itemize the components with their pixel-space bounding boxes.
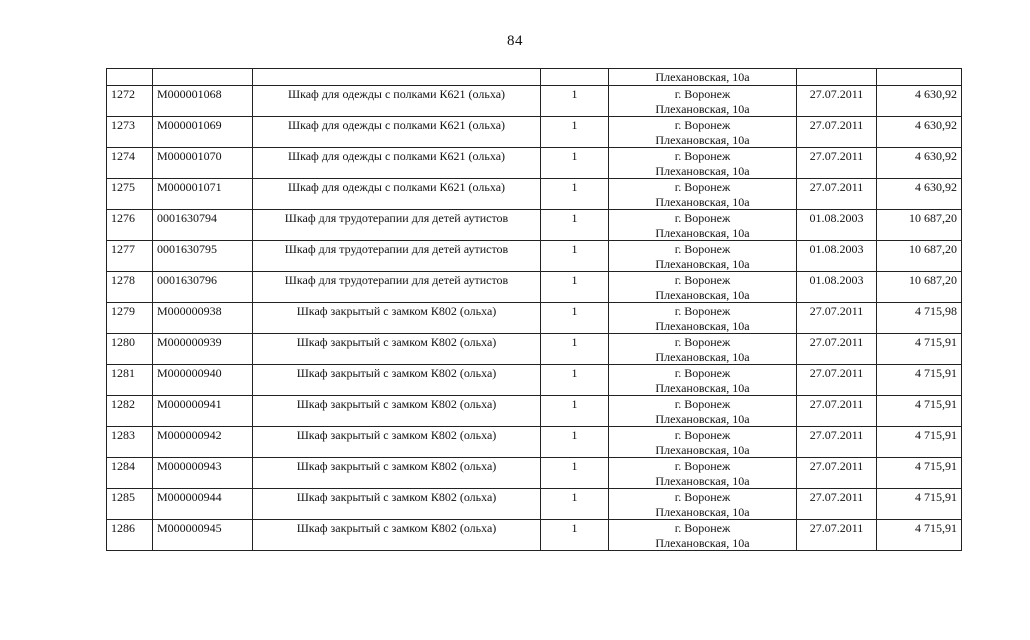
address-city: г. Воронеж [674, 304, 731, 318]
cell-qty: 1 [541, 365, 609, 396]
address-street: Плехановская, 10а [655, 380, 750, 395]
address-street: Плехановская, 10а [655, 349, 750, 364]
address-city: г. Воронеж [674, 397, 731, 411]
cell-code: М000000943 [153, 458, 253, 489]
cell-address [609, 334, 797, 365]
table-row [107, 427, 962, 458]
cell-name: Шкаф закрытый с замком К802 (ольха) [253, 427, 541, 458]
cell-address [609, 179, 797, 210]
cell-date: 01.08.2003 [797, 210, 877, 241]
cell-code: М000000942 [153, 427, 253, 458]
cell-name: Шкаф для одежды с полками К621 (ольха) [253, 86, 541, 117]
cell-qty: 1 [541, 334, 609, 365]
table-row [107, 241, 962, 272]
cell-value: 4 715,91 [877, 365, 962, 396]
cell-value: 10 687,20 [877, 272, 962, 303]
cell-num: 1282 [107, 396, 153, 427]
cell-num: 1279 [107, 303, 153, 334]
cell-date: 27.07.2011 [797, 117, 877, 148]
cell-value: 10 687,20 [877, 241, 962, 272]
cell-num: 1273 [107, 117, 153, 148]
cell-date: 27.07.2011 [797, 489, 877, 520]
cell-num: 1272 [107, 86, 153, 117]
cell-qty: 1 [541, 148, 609, 179]
cell-value [877, 69, 962, 86]
cell-value: 4 715,91 [877, 396, 962, 427]
cell-num: 1284 [107, 458, 153, 489]
cell-num: 1276 [107, 210, 153, 241]
address-street: Плехановская, 10а [655, 287, 750, 302]
table-row [107, 520, 962, 551]
address-city: г. Воронеж [674, 366, 731, 380]
address-street: Плехановская, 10а [655, 194, 750, 209]
cell-address [609, 458, 797, 489]
address-street: Плехановская, 10а [655, 473, 750, 488]
cell-qty: 1 [541, 458, 609, 489]
cell-code: 0001630796 [153, 272, 253, 303]
inventory-table [106, 68, 962, 551]
address-city: г. Воронеж [674, 428, 731, 442]
cell-address [609, 396, 797, 427]
cell-address: Плехановская, 10а [609, 69, 797, 86]
cell-value: 4 715,91 [877, 458, 962, 489]
cell-qty: 1 [541, 179, 609, 210]
cell-value: 4 715,98 [877, 303, 962, 334]
cell-value: 4 630,92 [877, 117, 962, 148]
address-city: г. Воронеж [674, 273, 731, 287]
cell-code: М000000945 [153, 520, 253, 551]
cell-name: Шкаф закрытый с замком К802 (ольха) [253, 303, 541, 334]
cell-date: 27.07.2011 [797, 458, 877, 489]
table-row [107, 179, 962, 210]
cell-qty: 1 [541, 427, 609, 458]
table-row [107, 303, 962, 334]
table-row [107, 117, 962, 148]
cell-address [609, 520, 797, 551]
cell-name: Шкаф закрытый с замком К802 (ольха) [253, 334, 541, 365]
address-street: Плехановская, 10а [655, 163, 750, 178]
cell-name: Шкаф для трудотерапии для детей аутистов [253, 272, 541, 303]
cell-date: 01.08.2003 [797, 272, 877, 303]
page-number: 84 [507, 33, 523, 49]
table-row [107, 458, 962, 489]
address-city: г. Воронеж [674, 180, 731, 194]
cell-value: 4 630,92 [877, 148, 962, 179]
cell-num: 1286 [107, 520, 153, 551]
cell-code: М000001068 [153, 86, 253, 117]
cell-value: 4 715,91 [877, 334, 962, 365]
table-row [107, 396, 962, 427]
cell-date: 27.07.2011 [797, 148, 877, 179]
cell-date: 01.08.2003 [797, 241, 877, 272]
cell-code: М000001070 [153, 148, 253, 179]
cell-qty: 1 [541, 241, 609, 272]
cell-address [609, 210, 797, 241]
cell-qty [541, 69, 609, 86]
cell-date: 27.07.2011 [797, 303, 877, 334]
cell-date: 27.07.2011 [797, 365, 877, 396]
cell-value: 4 715,91 [877, 489, 962, 520]
cell-date: 27.07.2011 [797, 179, 877, 210]
cell-address [609, 272, 797, 303]
address-street: Плехановская, 10а [655, 504, 750, 519]
cell-code: М000000944 [153, 489, 253, 520]
address-street: Плехановская, 10а [655, 442, 750, 457]
cell-code: М000001069 [153, 117, 253, 148]
cell-name [253, 69, 541, 86]
cell-num: 1275 [107, 179, 153, 210]
address-street: Плехановская, 10а [655, 132, 750, 147]
cell-num: 1281 [107, 365, 153, 396]
cell-num: 1277 [107, 241, 153, 272]
cell-qty: 1 [541, 303, 609, 334]
address-street: Плехановская, 10а [655, 101, 750, 116]
cell-code: М000000940 [153, 365, 253, 396]
cell-date: 27.07.2011 [797, 86, 877, 117]
cell-num: 1278 [107, 272, 153, 303]
cell-name: Шкаф закрытый с замком К802 (ольха) [253, 458, 541, 489]
cell-address [609, 489, 797, 520]
cell-address [609, 86, 797, 117]
address-city: г. Воронеж [674, 118, 731, 132]
cell-qty: 1 [541, 86, 609, 117]
cell-num: 1283 [107, 427, 153, 458]
cell-address [609, 148, 797, 179]
address-street: Плехановская, 10а [655, 225, 750, 240]
cell-num: 1285 [107, 489, 153, 520]
cell-qty: 1 [541, 396, 609, 427]
table-row [107, 210, 962, 241]
address-street: Плехановская, 10а [655, 256, 750, 271]
cell-address [609, 117, 797, 148]
cell-name: Шкаф для одежды с полками К621 (ольха) [253, 148, 541, 179]
cell-date [797, 69, 877, 86]
address-city: г. Воронеж [674, 211, 731, 225]
cell-address [609, 241, 797, 272]
table-row [107, 148, 962, 179]
address-city: г. Воронеж [674, 87, 731, 101]
cell-name: Шкаф закрытый с замком К802 (ольха) [253, 489, 541, 520]
cell-num: 1274 [107, 148, 153, 179]
cell-qty: 1 [541, 272, 609, 303]
cell-num: 1280 [107, 334, 153, 365]
cell-name: Шкаф для трудотерапии для детей аутистов [253, 241, 541, 272]
address-city: г. Воронеж [674, 335, 731, 349]
cell-date: 27.07.2011 [797, 520, 877, 551]
cell-qty: 1 [541, 489, 609, 520]
cell-name: Шкаф для одежды с полками К621 (ольха) [253, 179, 541, 210]
cell-name: Шкаф для одежды с полками К621 (ольха) [253, 117, 541, 148]
cell-name: Шкаф закрытый с замком К802 (ольха) [253, 365, 541, 396]
cell-qty: 1 [541, 210, 609, 241]
cell-code: М000000941 [153, 396, 253, 427]
cell-value: 4 630,92 [877, 86, 962, 117]
table-row [107, 489, 962, 520]
address-city: г. Воронеж [674, 459, 731, 473]
address-city: г. Воронеж [674, 490, 731, 504]
cell-value: 10 687,20 [877, 210, 962, 241]
cell-code: 0001630794 [153, 210, 253, 241]
cell-address [609, 427, 797, 458]
continuation-row [107, 69, 962, 86]
cell-qty: 1 [541, 520, 609, 551]
cell-value: 4 630,92 [877, 179, 962, 210]
address-city: г. Воронеж [674, 242, 731, 256]
cell-address [609, 303, 797, 334]
cell-name: Шкаф закрытый с замком К802 (ольха) [253, 396, 541, 427]
cell-value: 4 715,91 [877, 427, 962, 458]
cell-name: Шкаф закрытый с замком К802 (ольха) [253, 520, 541, 551]
address-street: Плехановская, 10а [655, 411, 750, 426]
address-street: Плехановская, 10а [655, 535, 750, 550]
table-body [107, 69, 962, 551]
cell-code [153, 69, 253, 86]
address-city: г. Воронеж [674, 521, 731, 535]
cell-value: 4 715,91 [877, 520, 962, 551]
cell-num [107, 69, 153, 86]
table-row [107, 365, 962, 396]
table-row [107, 334, 962, 365]
cell-code: 0001630795 [153, 241, 253, 272]
cell-name: Шкаф для трудотерапии для детей аутистов [253, 210, 541, 241]
cell-address [609, 365, 797, 396]
table-row [107, 272, 962, 303]
table-row [107, 86, 962, 117]
cell-date: 27.07.2011 [797, 396, 877, 427]
address-city: г. Воронеж [674, 149, 731, 163]
address-street: Плехановская, 10а [655, 318, 750, 333]
cell-qty: 1 [541, 117, 609, 148]
cell-code: М000000939 [153, 334, 253, 365]
cell-code: М000000938 [153, 303, 253, 334]
cell-code: М000001071 [153, 179, 253, 210]
cell-date: 27.07.2011 [797, 334, 877, 365]
cell-date: 27.07.2011 [797, 427, 877, 458]
